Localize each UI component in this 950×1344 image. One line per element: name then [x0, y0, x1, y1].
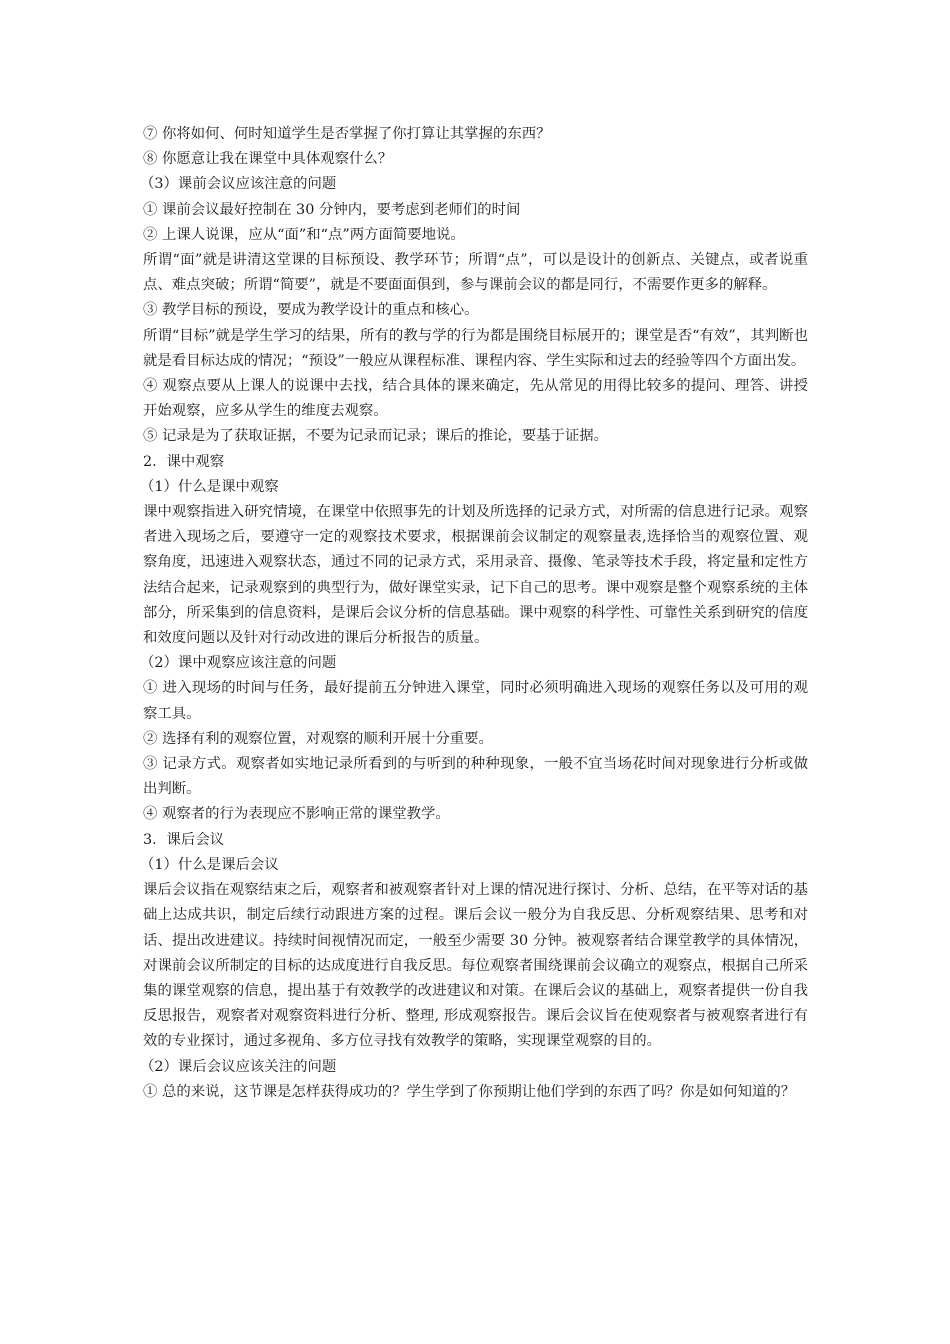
list-item: ① 课前会议最好控制在 30 分钟内，要考虑到老师们的时间 [143, 201, 521, 218]
body-paragraph: 所谓“目标”就是学生学习的结果，所有的教与学的行为都是围绕目标展开的；课堂是否“有效”，其判断也就是看目标达成的情况；“预设”一般应从课程标准、课程内容、学生实际和过去的经验等四个方面出发。 [143, 327, 808, 369]
list-item: ① 总的来说，这节课是怎样获得成功的？学生学到了你预期让他们学到的东西了吗？你是如何知道的？ [143, 1083, 796, 1100]
body-paragraph: 课中观察指进入研究情境，在课堂中依照事先的计划及所选择的记录方式，对所需的信息进行记录。观察者进入现场之后，要遵守一定的观察技术要求，根据课前会议制定的观察量表,选择恰当的观察位置、观察角度，迅速进入观察状态，通过不同的记录方式，采用录音、摄像、笔录等技术手段，将定量和定性方法结合起来，记录观察到的典型行为，做好课堂实录，记下自己的思考。课中观察是整个观察系统的主体部分，所采集到的信息资料，是课后会议分析的信息基础。课中观察的科学性、可靠性关系到研究的信度和效度问题以及针对行动改进的课后分析报告的质量。 [143, 504, 808, 647]
list-item: ③ 教学目标的预设，要成为教学设计的重点和核心。 [143, 302, 479, 319]
body-paragraph: 课后会议指在观察结束之后，观察者和被观察者针对上课的情况进行探讨、分析、总结，在平等对话的基础上达成共识，制定后续行动跟进方案的过程。课后会议一般分为自我反思、分析观察结果、思考和对话、提出改进建议。持续时间视情况而定，一般至少需要 30 分钟。被观察者结合课堂教学的具体情况，对课前会议所制定的目标的达成度进行自我反思。每位观察者围绕课前会议确立的观察点，根据自己所采集的课堂观察的信息，提出基于有效教学的改进建议和对策。在课后会议的基础上，观察者提供一份自我反思报告，观察者对观察资料进行分析、整理, 形成观察报告。课后会议旨在使观察者与被观察者进行有效的专业探讨，通过多视角、多方位寻找有效教学的策略，实现课堂观察的目的。 [143, 882, 808, 1050]
list-item: ④ 观察点要从上课人的说课中去找，结合具体的课来确定，先从常见的用得比较多的提问、理答、讲授开始观察，应多从学生的维度去观察。 [143, 378, 808, 420]
subsection-heading: （3）课前会议应该注意的问题 [140, 176, 337, 193]
list-item: ① 进入现场的时间与任务，最好提前五分钟进入课堂，同时必须明确进入现场的观察任务以及可用的观察工具。 [143, 680, 808, 722]
subsection-heading: （2）课中观察应该注意的问题 [140, 655, 337, 672]
document-body [140, 122, 808, 1105]
question-item-8: ⑧ 你愿意让我在课堂中具体观察什么？ [143, 151, 393, 168]
list-item: ③ 记录方式。观察者如实地记录所看到的与听到的种种现象，一般不宜当场花时间对现象进行分析或做出判断。 [143, 756, 808, 798]
subsection-heading: （1）什么是课中观察 [140, 478, 279, 495]
subsection-heading: （2）课后会议应该关注的问题 [140, 1058, 337, 1075]
list-item: ⑤ 记录是为了获取证据，不要为记录而记录；课后的推论，要基于证据。 [143, 428, 609, 445]
section-heading: 3．课后会议 [143, 831, 225, 848]
list-item: ④ 观察者的行为表现应不影响正常的课堂教学。 [143, 806, 450, 823]
question-item-7: ⑦ 你将如何、何时知道学生是否掌握了你打算让其掌握的东西？ [143, 126, 551, 142]
subsection-heading: （1）什么是课后会议 [140, 856, 279, 873]
section-heading: 2．课中观察 [143, 453, 225, 470]
list-item: ② 选择有利的观察位置，对观察的顺利开展十分重要。 [143, 730, 493, 747]
list-item: ② 上课人说课，应从“面”和“点”两方面简要地说。 [143, 226, 465, 243]
body-paragraph: 所谓“面”就是讲清这堂课的目标预设、教学环节；所谓“点”，可以是设计的创新点、关键点，或者说重点、难点突破；所谓“简要”，就是不要面面俱到，参与课前会议的都是同行，不需要作更多的解释。 [143, 252, 808, 294]
